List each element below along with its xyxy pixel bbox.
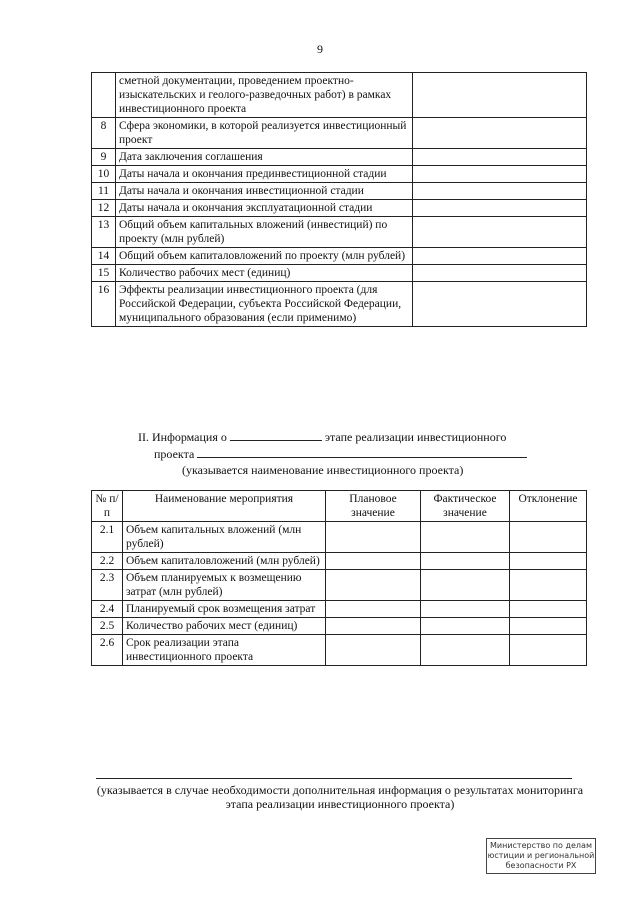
project-name-hint: (указывается наименование инвестиционного проекта) bbox=[182, 463, 464, 477]
page-number: 9 bbox=[317, 42, 323, 56]
row-value-cell[interactable] bbox=[413, 73, 587, 118]
section-heading-part2: этапе реализации инвестиционного bbox=[324, 430, 507, 444]
planned-value-cell[interactable] bbox=[326, 553, 421, 570]
row-value-cell[interactable] bbox=[413, 149, 587, 166]
row-value-cell[interactable] bbox=[413, 166, 587, 183]
row-value-cell[interactable] bbox=[413, 248, 587, 265]
table-row bbox=[92, 635, 587, 666]
row-number bbox=[92, 73, 116, 118]
row-number: 2.6 bbox=[92, 635, 123, 666]
table-row bbox=[92, 553, 587, 570]
table-row bbox=[92, 265, 587, 282]
deviation-cell[interactable] bbox=[510, 522, 587, 553]
row-number: 8 bbox=[92, 118, 116, 149]
footer-rule bbox=[96, 778, 572, 779]
section-heading bbox=[138, 430, 588, 445]
row-label: Даты начала и окончания эксплуатационной стадии bbox=[116, 200, 413, 217]
table-row bbox=[92, 73, 587, 118]
row-number: 12 bbox=[92, 200, 116, 217]
row-label: Количество рабочих мест (единиц) bbox=[116, 265, 413, 282]
measure-name: Объем капитальных вложений (млн рублей) bbox=[123, 522, 326, 553]
row-label: Общий объем капитальных вложений (инвестиций) по проекту (млн рублей) bbox=[116, 217, 413, 248]
table-row bbox=[92, 183, 587, 200]
header-deviation: Отклонение bbox=[510, 491, 587, 522]
deviation-cell[interactable] bbox=[510, 618, 587, 635]
row-number: 15 bbox=[92, 265, 116, 282]
stamp-line-1: Министерство по делам bbox=[490, 841, 592, 850]
row-value-cell[interactable] bbox=[413, 217, 587, 248]
row-number: 13 bbox=[92, 217, 116, 248]
actual-value-cell[interactable] bbox=[421, 618, 510, 635]
table-row bbox=[92, 601, 587, 618]
actual-value-cell[interactable] bbox=[421, 553, 510, 570]
deviation-cell[interactable] bbox=[510, 553, 587, 570]
deviation-cell[interactable] bbox=[510, 601, 587, 618]
table-row bbox=[92, 282, 587, 327]
table-row bbox=[92, 618, 587, 635]
row-number: 9 bbox=[92, 149, 116, 166]
header-planned-value: Плановое значение bbox=[326, 491, 421, 522]
stage-blank-field bbox=[230, 430, 322, 441]
row-label: Общий объем капиталовложений по проекту (млн рублей) bbox=[116, 248, 413, 265]
project-name-blank-field bbox=[197, 447, 527, 458]
row-value-cell[interactable] bbox=[413, 118, 587, 149]
table-header-row bbox=[92, 491, 587, 522]
row-value-cell[interactable] bbox=[413, 265, 587, 282]
actual-value-cell[interactable] bbox=[421, 522, 510, 553]
header-measure-name: Наименование мероприятия bbox=[123, 491, 326, 522]
footer-note: (указывается в случае необходимости дополнительная информация о результатах мониторинга этапа реализации инвестиционного проекта) bbox=[96, 783, 584, 811]
section-heading-part1: II. Информация о bbox=[138, 430, 227, 444]
row-label: Дата заключения соглашения bbox=[116, 149, 413, 166]
table-row bbox=[92, 166, 587, 183]
row-number: 16 bbox=[92, 282, 116, 327]
measure-name: Срок реализации этапа инвестиционного проекта bbox=[123, 635, 326, 666]
table-row bbox=[92, 248, 587, 265]
measure-name: Объем планируемых к возмещению затрат (млн рублей) bbox=[123, 570, 326, 601]
section-heading-line2 bbox=[154, 447, 527, 462]
row-label: Даты начала и окончания инвестиционной стадии bbox=[116, 183, 413, 200]
actual-value-cell[interactable] bbox=[421, 601, 510, 618]
row-number: 2.1 bbox=[92, 522, 123, 553]
registration-stamp bbox=[486, 838, 596, 874]
planned-value-cell[interactable] bbox=[326, 618, 421, 635]
row-label: Эффекты реализации инвестиционного проекта (для Российской Федерации, субъекта Российской Федерации, муниципального образования (если применимо) bbox=[116, 282, 413, 327]
stage-measures-table bbox=[91, 490, 587, 666]
table-row bbox=[92, 217, 587, 248]
row-label: сметной документации, проведением проектно-изыскательских и геолого-разведочных работ) в рамках инвестиционного проекта bbox=[116, 73, 413, 118]
section-heading-project-word: проекта bbox=[154, 447, 195, 461]
row-number: 10 bbox=[92, 166, 116, 183]
stamp-line-3: безопасности РХ bbox=[505, 861, 577, 870]
row-number: 2.5 bbox=[92, 618, 123, 635]
table-row bbox=[92, 118, 587, 149]
stamp-line-2: юстиции и региональной bbox=[487, 851, 595, 860]
planned-value-cell[interactable] bbox=[326, 570, 421, 601]
table-row bbox=[92, 200, 587, 217]
row-value-cell[interactable] bbox=[413, 183, 587, 200]
deviation-cell[interactable] bbox=[510, 570, 587, 601]
row-value-cell[interactable] bbox=[413, 282, 587, 327]
row-label: Сфера экономики, в которой реализуется инвестиционный проект bbox=[116, 118, 413, 149]
row-number: 11 bbox=[92, 183, 116, 200]
planned-value-cell[interactable] bbox=[326, 522, 421, 553]
project-info-table bbox=[91, 72, 587, 327]
table-row bbox=[92, 149, 587, 166]
row-number: 14 bbox=[92, 248, 116, 265]
row-value-cell[interactable] bbox=[413, 200, 587, 217]
measure-name: Планируемый срок возмещения затрат bbox=[123, 601, 326, 618]
measure-name: Количество рабочих мест (единиц) bbox=[123, 618, 326, 635]
row-number: 2.2 bbox=[92, 553, 123, 570]
table-row bbox=[92, 570, 587, 601]
header-num: № п/п bbox=[92, 491, 123, 522]
planned-value-cell[interactable] bbox=[326, 601, 421, 618]
row-label: Даты начала и окончания прединвестиционной стадии bbox=[116, 166, 413, 183]
planned-value-cell[interactable] bbox=[326, 635, 421, 666]
header-actual-value: Фактическое значение bbox=[421, 491, 510, 522]
row-number: 2.3 bbox=[92, 570, 123, 601]
deviation-cell[interactable] bbox=[510, 635, 587, 666]
table-row bbox=[92, 522, 587, 553]
actual-value-cell[interactable] bbox=[421, 635, 510, 666]
row-number: 2.4 bbox=[92, 601, 123, 618]
actual-value-cell[interactable] bbox=[421, 570, 510, 601]
measure-name: Объем капиталовложений (млн рублей) bbox=[123, 553, 326, 570]
